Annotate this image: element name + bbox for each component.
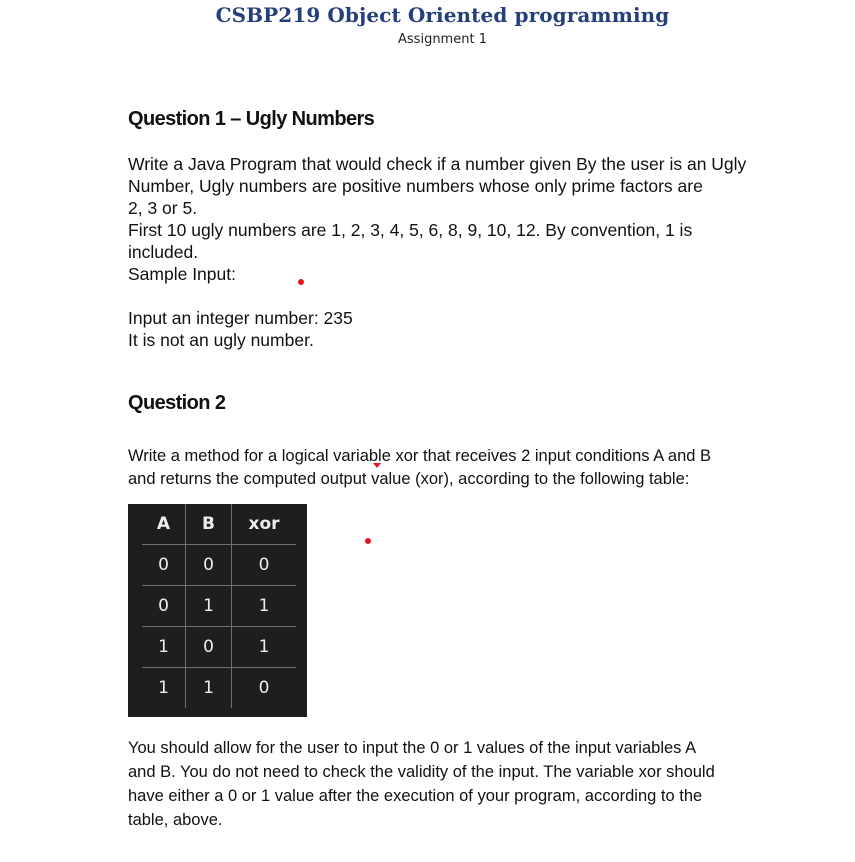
table-cell: 1	[186, 586, 232, 627]
xor-truth-table	[142, 504, 296, 708]
table-header-cell: A	[142, 504, 186, 545]
sample-output-line: It is not an ugly number.	[128, 330, 314, 350]
table-cell: 1	[142, 668, 186, 709]
instructions-line: table, above.	[128, 811, 223, 829]
table-cell: 0	[232, 545, 297, 586]
sample-output-line: Input an integer number: 235	[128, 308, 353, 328]
question2-instructions	[128, 736, 715, 832]
question1-heading: Question 1 – Ugly Numbers	[128, 108, 375, 130]
question1-line: Write a Java Program that would check if a number given By the user is an Ugly	[128, 154, 747, 174]
table-row	[142, 545, 296, 586]
question1-line: 2, 3 or 5.	[128, 198, 198, 218]
question1-description	[128, 153, 746, 285]
table-cell: 1	[232, 627, 297, 668]
question2-line: and returns the computed output value (xor), according to the following table:	[128, 470, 690, 488]
xor-truth-table-panel	[128, 504, 307, 717]
table-header-row	[142, 504, 296, 545]
instructions-line: and B. You do not need to check the validity of the input. The variable xor should	[128, 763, 715, 781]
question2-heading: Question 2	[128, 392, 226, 414]
sample-output	[128, 307, 353, 351]
table-cell: 1	[142, 627, 186, 668]
table-header-cell: xor	[232, 504, 297, 545]
table-cell: 1	[186, 668, 232, 709]
table-row	[142, 668, 296, 709]
question1-line: Number, Ugly numbers are positive numbers whose only prime factors are	[128, 176, 703, 196]
question1-line: included.	[128, 242, 199, 262]
table-cell: 0	[186, 545, 232, 586]
table-cell: 0	[232, 668, 297, 709]
question1-line: Sample Input:	[128, 264, 236, 284]
table-header-cell: B	[186, 504, 232, 545]
document-title: CSBP219 Object Oriented programming	[215, 3, 670, 27]
table-cell: 0	[142, 586, 186, 627]
red-caret-marker	[373, 463, 381, 468]
table-row	[142, 627, 296, 668]
table-cell: 0	[186, 627, 232, 668]
instructions-line: have either a 0 or 1 value after the execution of your program, according to the	[128, 787, 703, 805]
red-dot-marker	[298, 279, 304, 285]
document-subtitle: Assignment 1	[398, 32, 487, 47]
table-cell: 1	[232, 586, 297, 627]
table-row	[142, 586, 296, 627]
question2-description	[128, 445, 711, 491]
table-cell: 0	[142, 545, 186, 586]
red-dot-marker	[365, 538, 371, 544]
question2-line: Write a method for a logical variable xor that receives 2 input conditions A and B	[128, 447, 712, 465]
question1-line: First 10 ugly numbers are 1, 2, 3, 4, 5, 6, 8, 9, 10, 12. By convention, 1 is	[128, 220, 693, 240]
instructions-line: You should allow for the user to input the 0 or 1 values of the input variables A	[128, 739, 697, 757]
